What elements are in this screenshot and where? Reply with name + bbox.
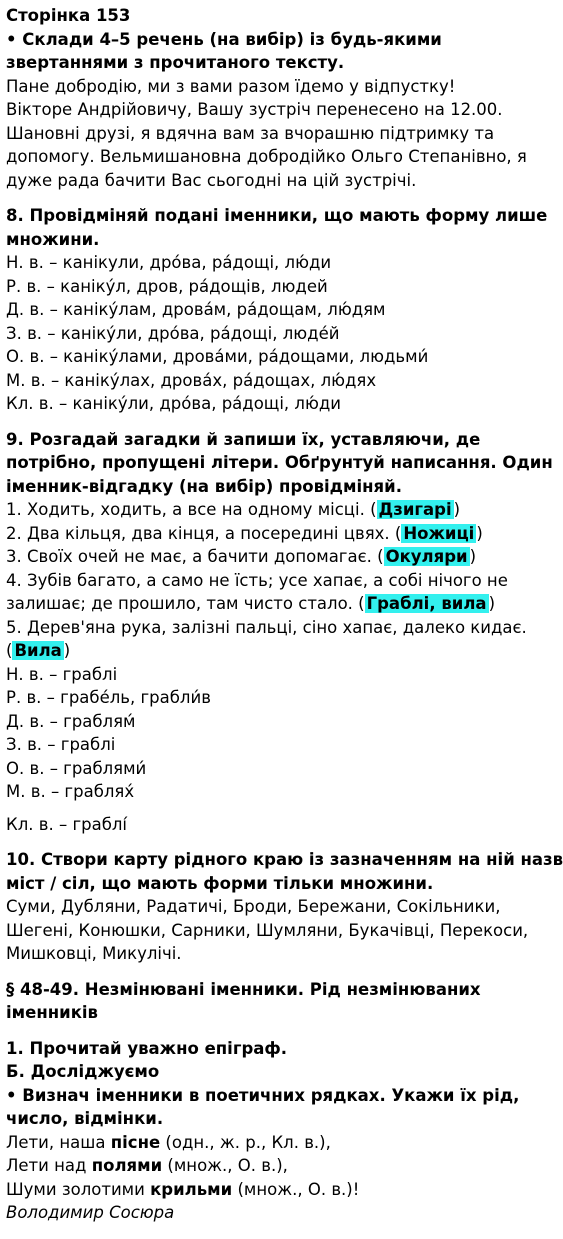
declension-row: Д. в. – граблям́ bbox=[6, 711, 136, 731]
text-line: Шегені, Конюшки, Сарники, Шумляни, Букачівці, Перекоси, bbox=[6, 920, 529, 940]
riddle-2: 2. Два кільця, два кінця, а посередині цвях. ( Ножиці ) bbox=[6, 523, 483, 543]
riddle-3: 3. Своїх очей не має, а бачити допомагає. ( Окуляри ) bbox=[6, 547, 477, 566]
riddle-5: 5. Дерев'яна рука, залізні пальці, сіно хапає, далеко кидає. bbox=[6, 617, 527, 637]
riddle-5-cont: ( Вила ) bbox=[6, 641, 71, 660]
declension-row: Н. в. – канікули, дро́ва, ра́дощі, лю́ди bbox=[6, 253, 332, 272]
exercise-10-title: міст / сіл, що мають форми тільки множини. bbox=[6, 873, 434, 893]
declension-row: Р. в. – грабе́ль, грабли́в bbox=[6, 688, 211, 707]
declension-row: З. в. – каніку́ли, дро́ва, ра́дощі, люде́й bbox=[6, 323, 340, 343]
declension-row: О. в. – каніку́лами, дрова́ми, ра́дощами, людьми́ bbox=[6, 347, 429, 366]
task-line: число, відмінки. bbox=[6, 1109, 164, 1128]
declension-row: Кл. в. – граблі́ bbox=[6, 814, 128, 834]
task-line: • Визнач іменники в поетичних рядках. Укажи їх рід, bbox=[6, 1085, 520, 1105]
poem-line: Лети, наша пісне (одн., ж. р., Кл. в.), bbox=[6, 1132, 331, 1152]
declension-row: Н. в. – граблі bbox=[6, 664, 118, 684]
exercise-1-subtitle: Б. Досліджуємо bbox=[6, 1062, 160, 1081]
text-line: дуже рада бачити Вас сьогодні на цій зустрічі. bbox=[6, 170, 417, 190]
declension-row: М. в. – граблях́ bbox=[6, 782, 135, 801]
text-line: Вікторе Андрійовичу, Вашу зустріч перенесено на 12.00. bbox=[6, 100, 503, 119]
declension-row: Р. в. – каніку́л, дров, ра́дощів, людей bbox=[6, 276, 328, 296]
text-line: Шановні друзі, я вдячна вам за вчорашню підтримку та bbox=[6, 123, 495, 143]
declension-row: З. в. – граблі bbox=[6, 735, 116, 754]
text-line: Мишковці, Микулічі. bbox=[6, 944, 182, 963]
exercise-8-title: 8. Провідміняй подані іменники, що мають форму лише bbox=[6, 206, 548, 225]
riddle-answer: Вила bbox=[14, 641, 62, 660]
poem-line: Шуми золотими крильми (множ., О. в.)! bbox=[6, 1179, 360, 1199]
page-heading: Сторінка 153 bbox=[6, 6, 131, 25]
text-line: Суми, Дубляни, Радатичі, Броди, Бережани, Сокільники, bbox=[6, 897, 501, 916]
riddle-4: 4. Зубів багато, а само не їсть; усе хапає, а собі нічого не bbox=[6, 570, 508, 590]
text-line: допомогу. Вельмишановна добродійко Ольго Степанівно, я bbox=[6, 147, 527, 166]
riddle-answer: Граблі, вила bbox=[366, 594, 487, 613]
poem-author: Володимир Сосюра bbox=[6, 1203, 175, 1222]
text-line: Пане добродію, ми з вами разом їдемо у відпустку! bbox=[6, 76, 456, 96]
section-heading: § 48-49. Незмінювані іменники. Рід незмінюваних bbox=[6, 979, 481, 999]
exercise-9-title: 9. Розгадай загадки й запиши їх, уставляючи, де bbox=[6, 429, 481, 449]
poem-line: Лети над полями (множ., О. в.), bbox=[6, 1156, 288, 1175]
exercise-9-title: потрібно, пропущені літери. Обґрунтуй написання. Один bbox=[6, 453, 553, 472]
riddle-answer: Дзигарі bbox=[378, 500, 452, 519]
declension-row: О. в. – граблями́ bbox=[6, 758, 147, 778]
riddle-answer: Окуляри bbox=[385, 547, 468, 566]
section-heading: іменників bbox=[6, 1003, 98, 1022]
task-line: звертаннями з прочитаного тексту. bbox=[6, 53, 345, 72]
riddle-answer: Ножиці bbox=[403, 523, 475, 543]
exercise-1-title: 1. Прочитай уважно епіграф. bbox=[6, 1038, 288, 1058]
riddle-1: 1. Ходить, ходить, а все на одному місці. ( Дзигарі ) bbox=[6, 500, 461, 519]
exercise-10-title: 10. Створи карту рідного краю із зазначенням на ній назв bbox=[6, 850, 563, 869]
exercise-9-title: іменник-відгадку (на вибір) провідміняй. bbox=[6, 476, 402, 496]
declension-row: Кл. в. – каніку́ли, дро́ва, ра́дощі, лю́ди bbox=[6, 394, 341, 413]
task-line: • Склади 4–5 речень (на вибір) із будь-якими bbox=[6, 29, 442, 49]
declension-row: Д. в. – каніку́лам, дрова́м, ра́дощам, лю́дям bbox=[6, 300, 386, 319]
exercise-8-title: множини. bbox=[6, 229, 100, 249]
riddle-4-cont: залишає; де прошило, там чисто стало. ( Граблі, вила ) bbox=[6, 594, 496, 613]
declension-row: М. в. – каніку́лах, дрова́х, ра́дощах, лю́дях bbox=[6, 370, 377, 390]
